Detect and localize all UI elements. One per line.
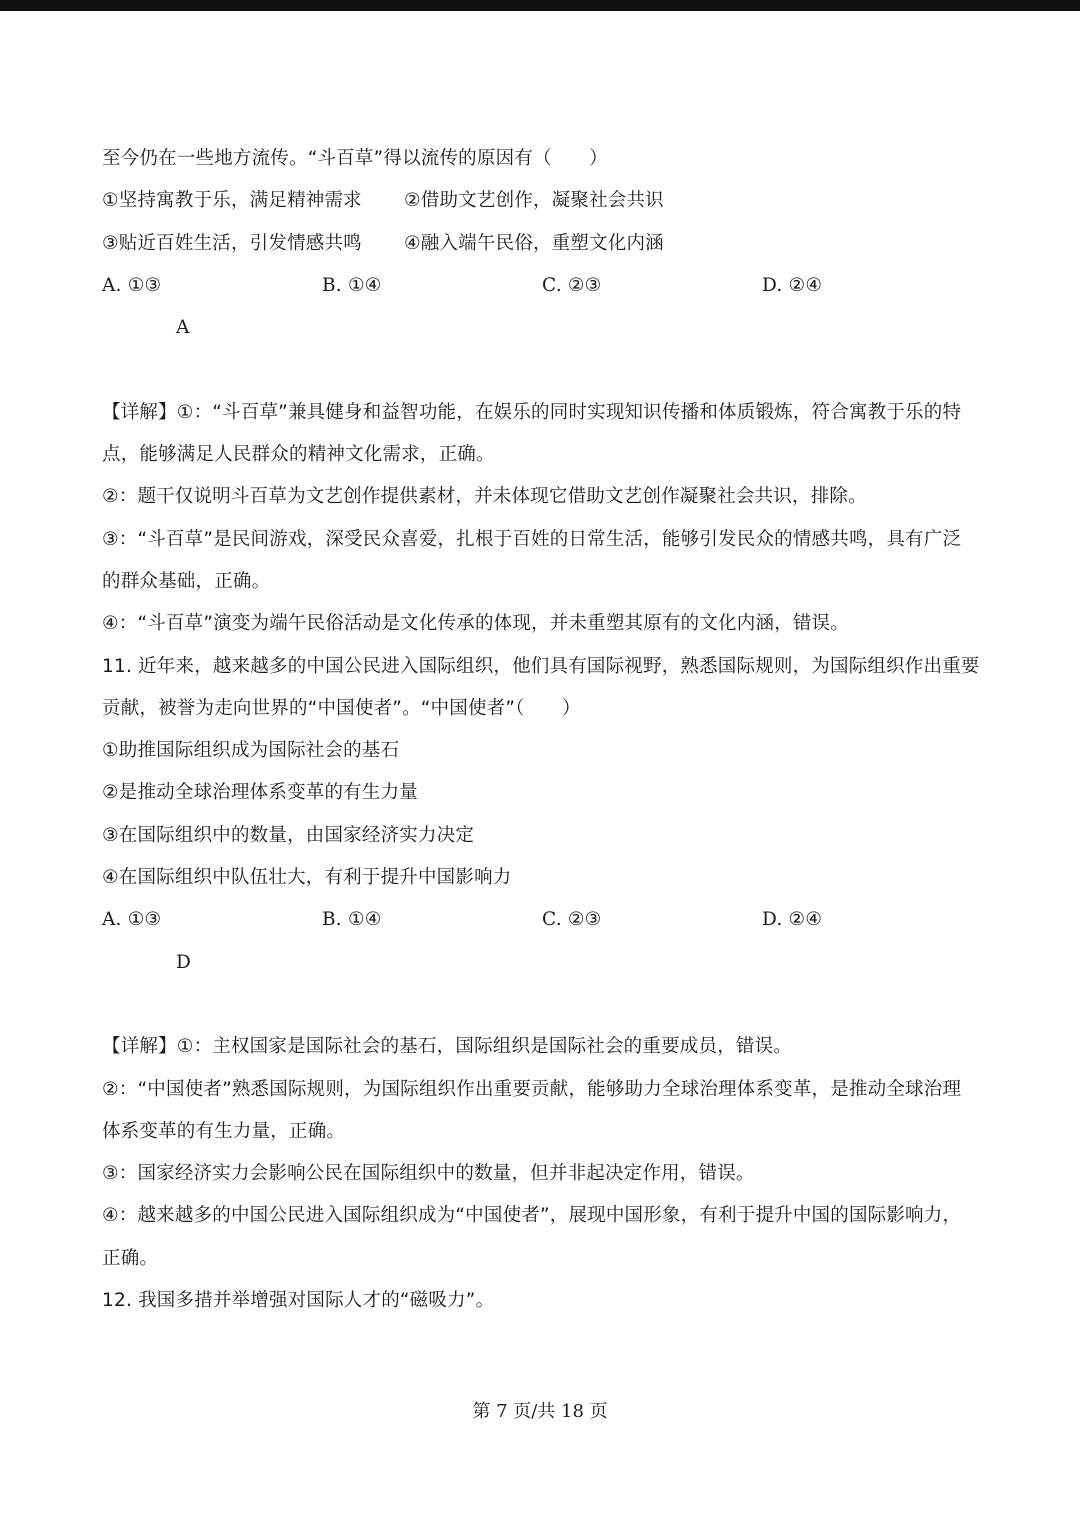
q11-option-2: ②是推动全球治理体系变革的有生力量 bbox=[102, 782, 418, 804]
q10-choices bbox=[102, 265, 992, 307]
q10-explanation-line-5: 的群众基础，正确。 bbox=[102, 570, 271, 592]
q11-option-4: ④在国际组织中队伍壮大，有利于提升中国影响力 bbox=[102, 867, 512, 889]
q11-explanation-line-4: ③：国家经济实力会影响公民在国际组织中的数量，但并非起决定作用，错误。 bbox=[102, 1163, 755, 1185]
q10-choice-c: C. ②③ bbox=[542, 274, 602, 296]
q11-stem-line-1: 11. 近年来，越来越多的中国公民进入国际组织，他们具有国际视野，熟悉国际规则，为国际组织作出重要 bbox=[102, 655, 980, 677]
q11-explanation-line-6: 正确。 bbox=[102, 1247, 159, 1269]
q10-choice-b: B. ①④ bbox=[322, 274, 382, 296]
q10-explanation-line-3: ②：题干仅说明斗百草为文艺创作提供素材，并未体现它借助文艺创作凝聚社会共识，排除。 bbox=[102, 486, 867, 508]
q10-options-row-1 bbox=[102, 180, 992, 222]
q11-option-1: ①助推国际组织成为国际社会的基石 bbox=[102, 740, 400, 762]
q10-choice-d: D. ②④ bbox=[762, 274, 823, 296]
q11-choice-b: B. ①④ bbox=[322, 909, 382, 931]
q10-answer: A bbox=[176, 317, 190, 339]
q11-answer-gap bbox=[102, 984, 992, 1026]
q10-explanation-line-6: ④：“斗百草”演变为端午民俗活动是文化传承的体现，并未重塑其原有的文化内涵，错误。 bbox=[102, 613, 849, 635]
q10-explanation-line-2: 点，能够满足人民群众的精神文化需求，正确。 bbox=[102, 444, 495, 466]
q11-choice-a: A. ①③ bbox=[102, 909, 162, 931]
q11-stem-line-2: 贡献，被誉为走向世界的“中国使者”。“中国使者”（ ） bbox=[102, 697, 581, 719]
q11-choice-c: C. ②③ bbox=[542, 909, 602, 931]
q10-option-4: ④融入端午民俗，重塑文化内涵 bbox=[404, 232, 664, 254]
q10-stem-tail: 至今仍在一些地方流传。“斗百草”得以流传的原因有（ ） bbox=[102, 148, 608, 169]
page-number: 第 7 页/共 18 页 bbox=[472, 1401, 608, 1422]
q11-choice-d: D. ②④ bbox=[762, 909, 823, 931]
q12-stem: 12. 我国多措并举增强对国际人才的“磁吸力”。 bbox=[102, 1290, 495, 1312]
q10-explanation-line-4: ③：“斗百草”是民间游戏，深受民众喜爱，扎根于百姓的日常生活，能够引发民众的情感共鸣，具有广泛 bbox=[102, 528, 962, 550]
document-page bbox=[102, 138, 992, 1322]
q11-choices bbox=[102, 899, 992, 941]
q10-option-3: ③贴近百姓生活，引发情感共鸣 bbox=[102, 232, 362, 254]
q11-explanation-line-3: 体系变革的有生力量，正确。 bbox=[102, 1120, 346, 1142]
q11-explanation-line-5: ④：越来越多的中国公民进入国际组织成为“中国使者”，展现中国形象，有利于提升中国的国际影响力， bbox=[102, 1205, 962, 1227]
q10-explanation-line-1: 【详解】①：“斗百草”兼具健身和益智功能，在娱乐的同时实现知识传播和体质锻炼，符合寓教于乐的特 bbox=[102, 401, 962, 423]
q11-explanation-line-2: ②：“中国使者”熟悉国际规则，为国际组织作出重要贡献，能够助力全球治理体系变革，是推动全球治理 bbox=[102, 1078, 962, 1100]
q10-options-row-2 bbox=[102, 223, 992, 265]
q10-answer-gap bbox=[102, 349, 992, 391]
q10-option-2: ②借助文艺创作，凝聚社会共识 bbox=[404, 190, 664, 212]
q11-option-3: ③在国际组织中的数量，由国家经济实力决定 bbox=[102, 824, 475, 846]
q10-choice-a: A. ①③ bbox=[102, 274, 162, 296]
q10-option-1: ①坚持寓教于乐，满足精神需求 bbox=[102, 190, 362, 212]
q11-answer: D bbox=[176, 951, 192, 973]
q11-explanation-line-1: 【详解】①：主权国家是国际社会的基石，国际组织是国际社会的重要成员，错误。 bbox=[102, 1036, 792, 1058]
scan-top-edge bbox=[0, 0, 1080, 11]
